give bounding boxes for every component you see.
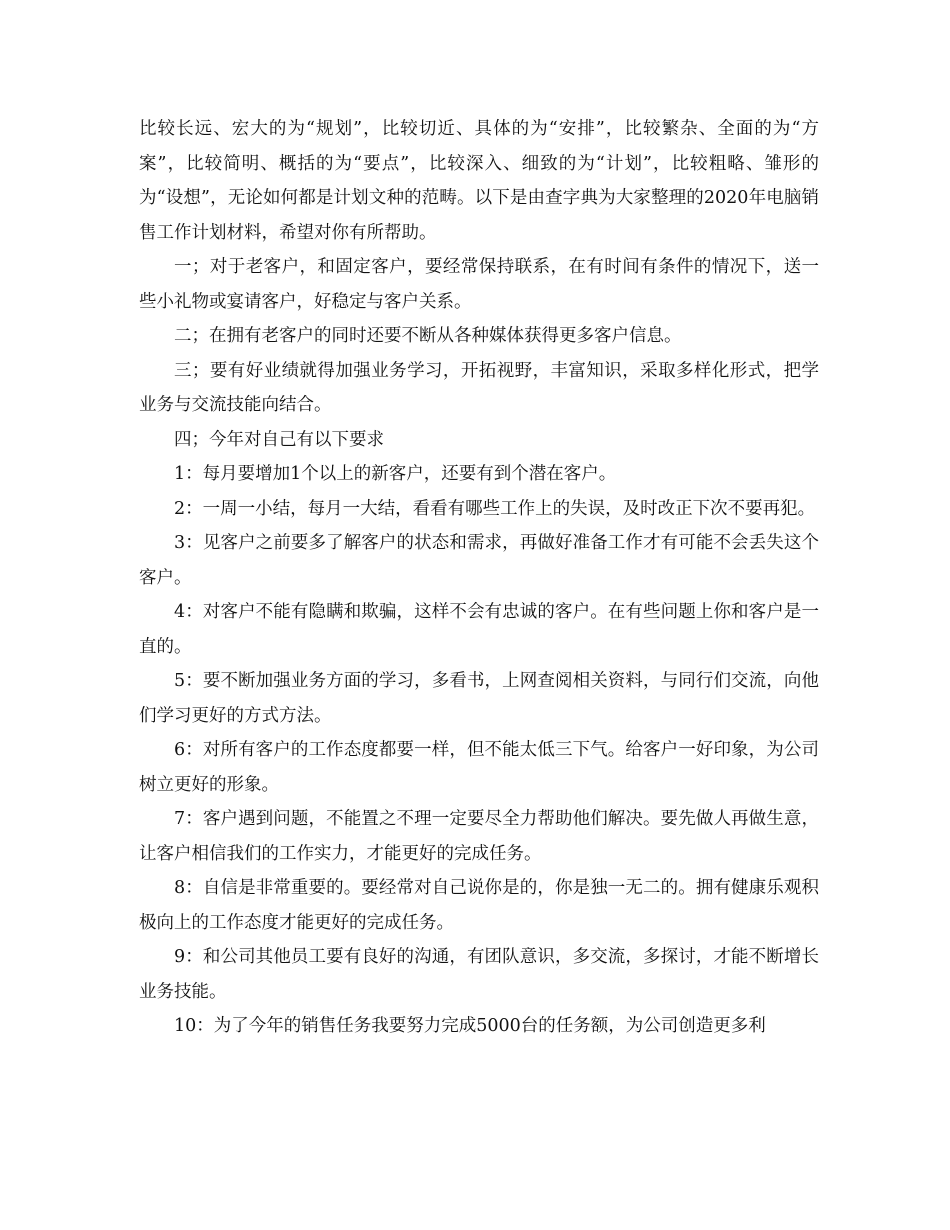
requirement-2: 2：一周一小结，每月一大结，看看有哪些工作上的失误，及时改正下次不要再犯。 [174,498,816,519]
requirement-9: 9：和公司其他员工要有良好的沟通，有团队意识，多交流，多探讨，才能不断增长业务技能。 [139,947,819,1002]
requirement-3: 3：见客户之前要多了解客户的状态和需求，再做好准备工作才有可能不会丢失这个客户。 [139,533,819,588]
requirement-6: 6：对所有客户的工作态度都要一样，但不能太低三下气。给客户一好印象，为公司树立更好的形象。 [139,740,819,795]
requirement-4: 4：对客户不能有隐瞒和欺骗，这样不会有忠诚的客户。在有些问题上你和客户是一直的。 [139,602,819,657]
requirement-7: 7：客户遇到问题，不能置之不理一定要尽全力帮助他们解决。要先做人再做生意，让客户相信我们的工作实力，才能更好的完成任务。 [139,809,819,864]
requirement-1: 1：每月要增加1个以上的新客户，还要有到个潜在客户。 [174,464,617,484]
requirement-8: 8：自信是非常重要的。要经常对自己说你是的，你是独一无二的。拥有健康乐观积极向上的工作态度才能更好的完成任务。 [139,878,819,933]
document-body [139,112,819,1044]
paragraph-item-1: 一；对于老客户，和固定客户，要经常保持联系，在有时间有条件的情况下，送一些小礼物或宴请客户，好稳定与客户关系。 [139,257,819,312]
paragraph-item-4: 四；今年对自己有以下要求 [174,429,384,450]
paragraph-item-3: 三；要有好业绩就得加强业务学习，开拓视野，丰富知识，采取多样化形式，把学业务与交流技能向结合。 [139,360,819,415]
intro-paragraph: 比较长远、宏大的为“规划”，比较切近、具体的为“安排”，比较繁杂、全面的为“方案”，比较简明、概括的为“要点”，比较深入、细致的为“计划”，比较粗略、雏形的为“设想”，无论如何都是计划文种的范畴。以下是由查字典为大家整理的2020年电脑销售工作计划材料，希望对你有所帮助。 [139,119,819,243]
requirement-5: 5：要不断加强业务方面的学习，多看书，上网查阅相关资料，与同行们交流，向他们学习更好的方式方法。 [139,671,819,726]
paragraph-item-2: 二；在拥有老客户的同时还要不断从各种媒体获得更多客户信息。 [174,326,682,346]
requirement-10: 10：为了今年的销售任务我要努力完成5000台的任务额，为公司创造更多利 [174,1016,766,1036]
